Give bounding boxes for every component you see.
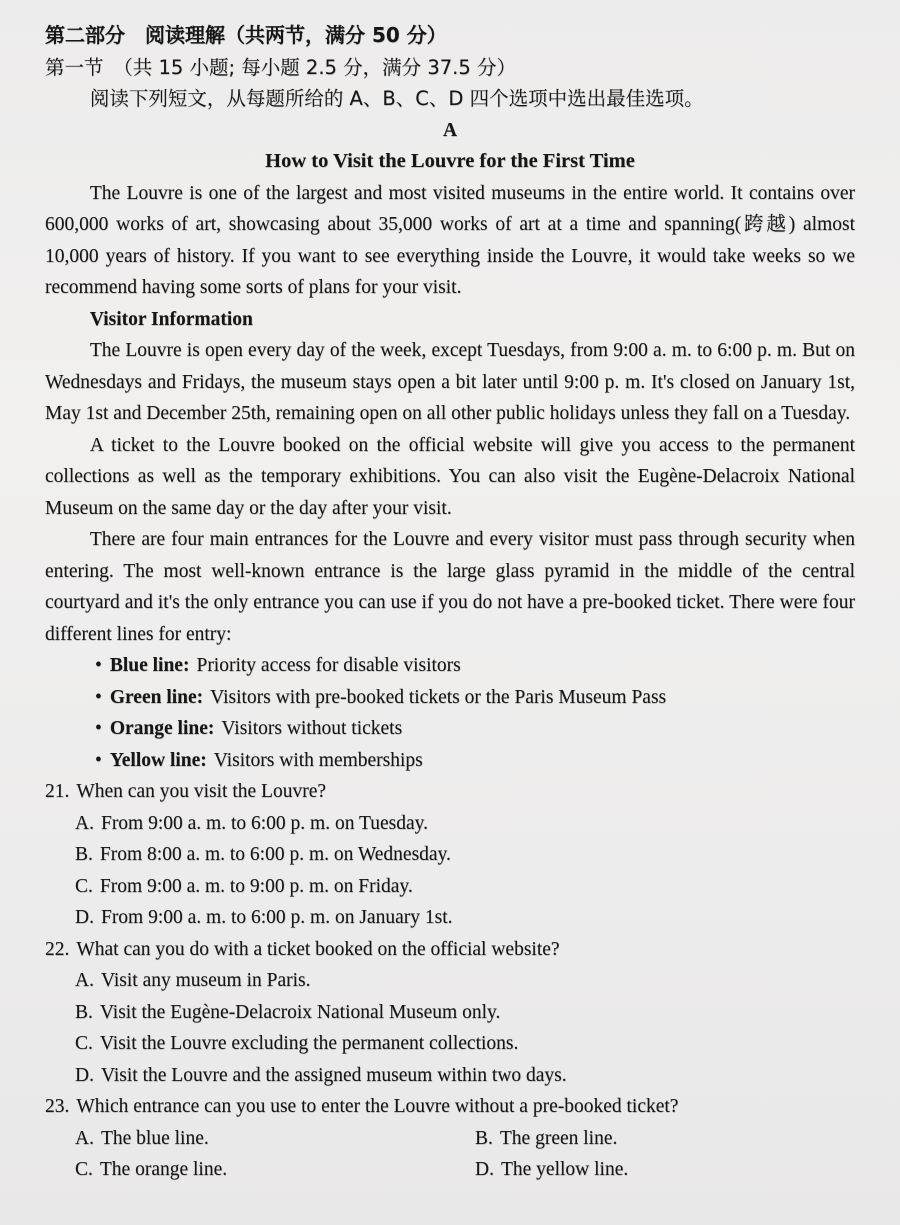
bullet-icon: • [95, 686, 102, 708]
option-a [45, 808, 855, 840]
question-number: 21. [45, 781, 70, 802]
option-label: C. [75, 1033, 93, 1054]
passage-title: How to Visit the Louvre for the First Time [265, 150, 635, 172]
option-text: The yellow line. [500, 1159, 629, 1180]
bullet-text: Visitors with pre-booked tickets or the Paris Museum Pass [210, 686, 667, 708]
list-item [95, 713, 855, 745]
bullet-icon: • [95, 718, 102, 739]
option-label: D. [475, 1159, 494, 1180]
option-d [45, 902, 855, 934]
option-label: D. [75, 907, 94, 928]
question-23 [45, 1091, 855, 1186]
question-22 [45, 934, 855, 1092]
option-c [45, 871, 855, 903]
question-stem [45, 776, 855, 808]
question-text: Which entrance can you use to enter the Louvre without a pre-booked ticket? [76, 1096, 679, 1117]
bullet-text: Priority access for disable visitors [196, 655, 461, 676]
option-text: Visit any museum in Paris. [100, 970, 311, 991]
option-label: B. [75, 1001, 93, 1023]
section-heading: 第一节 （共 15 小题; 每小题 2.5 分，满分 37.5 分） [45, 55, 516, 79]
option-text: The blue line. [100, 1127, 209, 1149]
list-item [95, 682, 855, 714]
instructions: 阅读下列短文，从每题所给的 A、B、C、D 四个选项中选出最佳选项。 [89, 87, 704, 110]
passage-subheading: Visitor Information [89, 308, 253, 330]
option-d [45, 1060, 855, 1092]
option-c [75, 1154, 475, 1186]
passage-paragraph-4: There are four main entrances for the Louvre and every visitor must pass through security when entering. The most well-known entrance is the large glass pyramid in the middle of the central courtyard and it's the only entrance you can use if you do not have a pre-booked ticket. There were four different lines for entry: [45, 529, 855, 645]
option-b [45, 839, 855, 871]
question-text: When can you visit the Louvre? [76, 781, 326, 802]
option-label: A. [75, 1127, 94, 1149]
option-label: A. [75, 812, 94, 834]
option-d [475, 1154, 855, 1186]
option-a [75, 1123, 475, 1155]
bullet-label: Orange line: [109, 718, 215, 739]
option-c [45, 1028, 855, 1060]
passage-paragraph-2: The Louvre is open every day of the week, except Tuesdays, from 9:00 a. m. to 6:00 p. m. But on Wednesdays and Fridays, the museum stays open a bit later until 9:00 p. m. It's closed on January 1st, May 1st and December 25th, remaining open on all other public holidays unless they fall on a Tuesday. [45, 340, 855, 424]
option-b [475, 1123, 855, 1155]
bullet-label: Green line: [109, 686, 204, 708]
option-a [45, 965, 855, 997]
list-item [95, 650, 855, 682]
option-text: From 9:00 a. m. to 6:00 p. m. on January 1st. [100, 907, 453, 928]
bullet-label: Yellow line: [109, 749, 207, 771]
options-grid [45, 1123, 855, 1186]
passage-paragraph-1: The Louvre is one of the largest and most visited museums in the entire world. It contains over 600,000 works of art, showcasing about 35,000 works of art at a time and spanning(跨越) almost 10,000 years of history. If you want to see everything inside the Louvre, it would take weeks so we recommend having some sorts of plans for your visit. [45, 182, 855, 298]
option-label: C. [75, 875, 93, 897]
bullet-label: Blue line: [109, 655, 190, 676]
option-text: The orange line. [99, 1159, 228, 1180]
option-text: Visit the Eugène-Delacroix National Museum only. [99, 1001, 501, 1023]
option-text: From 9:00 a. m. to 9:00 p. m. on Friday. [99, 875, 413, 897]
passage-label: A [442, 119, 458, 141]
question-number: 23. [45, 1096, 70, 1117]
option-text: The green line. [499, 1127, 618, 1149]
bullet-icon: • [95, 655, 102, 676]
entry-lines-list [45, 650, 855, 776]
passage-paragraph-3: A ticket to the Louvre booked on the official website will give you access to the permanent collections as well as the temporary exhibitions. You can also visit the Eugène-Delacroix National Museum on the same day or the day after your visit. [45, 434, 855, 519]
part-heading: 第二部分 阅读理解（共两节，满分 50 分） [45, 23, 447, 47]
option-label: C. [75, 1159, 93, 1180]
list-item [95, 745, 855, 777]
option-text: From 8:00 a. m. to 6:00 p. m. on Wednesday. [99, 844, 451, 865]
option-label: D. [75, 1064, 94, 1086]
bullet-text: Visitors without tickets [221, 718, 403, 739]
bullet-icon: • [95, 749, 102, 771]
question-21 [45, 776, 855, 934]
option-text: Visit the Louvre excluding the permanent collections. [99, 1033, 519, 1054]
question-stem [45, 1091, 855, 1123]
question-number: 22. [45, 938, 70, 960]
option-label: B. [475, 1127, 493, 1149]
option-text: From 9:00 a. m. to 6:00 p. m. on Tuesday. [100, 812, 428, 834]
question-stem [45, 934, 855, 966]
bullet-text: Visitors with memberships [213, 749, 423, 771]
question-text: What can you do with a ticket booked on the official website? [76, 938, 560, 960]
option-label: B. [75, 844, 93, 865]
option-text: Visit the Louvre and the assigned museum within two days. [100, 1064, 567, 1086]
option-label: A. [75, 970, 94, 991]
option-b [45, 997, 855, 1029]
